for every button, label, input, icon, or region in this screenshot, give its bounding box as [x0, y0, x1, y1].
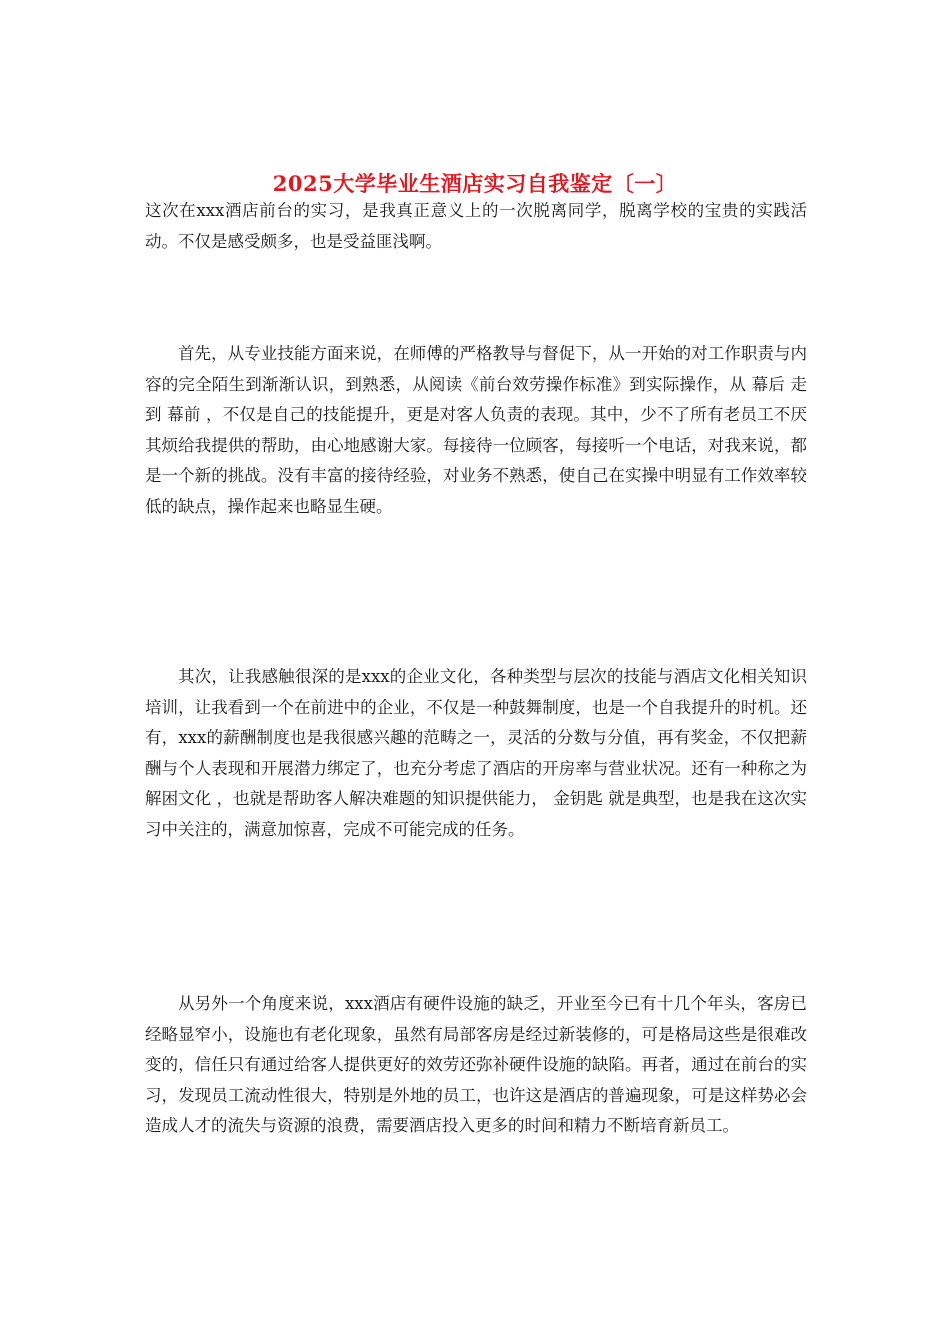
- intro-paragraph: 这次在xxx酒店前台的实习，是我真正意义上的一次脱离同学，脱离学校的宝贵的实践活动。不仅是感受颇多，也是受益匪浅啊。: [145, 201, 807, 251]
- paragraph-facilities: 从另外一个角度来说，xxx酒店有硬件设施的缺乏，开业至今已有十几个年头，客房已经略显窄小，设施也有老化现象，虽然有局部客房是经过新装修的，可是格局这些是很难改变的，信任只有通过给客人提供更好的效劳还弥补硬件设施的缺陷。再者，通过在前台的实习，发现员工流动性很大，特别是外地的员工，也许这是酒店的普遍现象，可是这样势必会造成人才的流失与资源的浪费，需要酒店投入更多的时间和精力不断培育新员工。: [145, 994, 807, 1135]
- paragraph-culture: 其次，让我感触很深的是xxx的企业文化，各种类型与层次的技能与酒店文化相关知识培训，让我看到一个在前进中的企业，不仅是一种鼓舞制度，也是一个自我提升的时机。还有，xxx的薪酬制度也是我很感兴趣的范畴之一，灵活的分数与分值，再有奖金，不仅把薪酬与个人表现和开展潜力绑定了，也充分考虑了酒店的开房率与营业状况。还有一种称之为 解困文化 ，也就是帮助客人解决难题的知识提供能力， 金钥匙 就是典型，也是我在这次实习中关注的，满意加惊喜，完成不可能完成的任务。: [145, 667, 807, 839]
- paragraph-skills: 首先，从专业技能方面来说，在师傅的严格教导与督促下，从一开始的对工作职责与内容的完全陌生到渐渐认识，到熟悉，从阅读《前台效劳操作标准》到实际操作，从 幕后 走到 幕前 ，不仅是自己的技能提升，更是对客人负责的表现。其中，少不了所有老员工不厌其烦给我提供的帮助，由心地感谢大家。每接待一位顾客，每接听一个电话，对我来说，都是一个新的挑战。没有丰富的接待经验，对业务不熟悉，使自己在实操中明显有工作效率较低的缺点，操作起来也略显生硬。: [145, 344, 807, 516]
- document-title: 2025大学毕业生酒店实习自我鉴定〔一〕: [272, 171, 678, 197]
